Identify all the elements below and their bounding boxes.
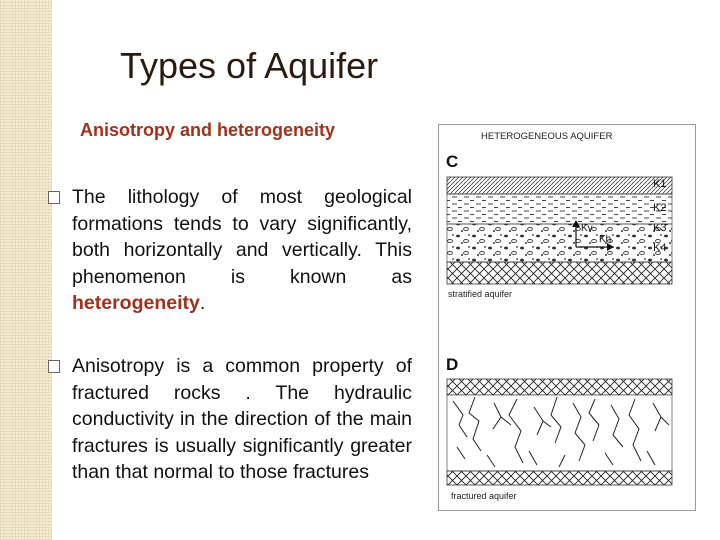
- panel-c-letter: C: [446, 152, 459, 171]
- top-confining-layer: [447, 379, 672, 395]
- bullet-anisotropy: [48, 353, 412, 486]
- bullet-heterogeneity: [48, 184, 412, 317]
- layer-label-k3: K3: [653, 222, 667, 234]
- layer-k2: [447, 194, 672, 224]
- panel-c-caption: stratified aquifer: [448, 289, 513, 299]
- decorative-side-band: [0, 0, 52, 540]
- arrow-label-kv: Kv: [581, 223, 593, 234]
- bullet-text: Anisotropy is a common property of fractured rocks . The hydraulic conductivity in the direction of the main fractures is usually significantly greater than that normal to those fractures: [72, 355, 412, 483]
- heterogeneous-aquifer-figure: [438, 124, 696, 511]
- bullet-marker-icon: [48, 191, 60, 204]
- arrow-label-kh: Kh: [599, 234, 612, 245]
- aquifer-diagram: [439, 125, 695, 510]
- layer-label-k4: K4: [653, 242, 667, 254]
- panel-d-letter: D: [446, 355, 459, 374]
- bullet-text: The lithology of most geological formations tends to vary significantly, both horizontally and vertically. This phenomenon is known as heterogeneity.: [72, 186, 412, 314]
- layer-k3: [447, 224, 672, 262]
- layer-label-k1: K1: [653, 178, 667, 190]
- slide-subtitle: Anisotropy and heterogeneity: [80, 120, 336, 140]
- layer-k4: [447, 262, 672, 284]
- panel-d-caption: fractured aquifer: [451, 491, 517, 501]
- figure-heading: HETEROGENEOUS AQUIFER: [481, 131, 613, 142]
- layer-k1: [447, 177, 672, 194]
- bullet-emphasis: heterogeneity: [72, 292, 200, 314]
- bottom-confining-layer: [447, 471, 672, 485]
- fractured-rock-layer: [447, 395, 672, 471]
- slide-title: Types of Aquifer: [120, 45, 379, 86]
- layer-label-k2: K2: [653, 202, 667, 214]
- bullet-marker-icon: [48, 360, 60, 373]
